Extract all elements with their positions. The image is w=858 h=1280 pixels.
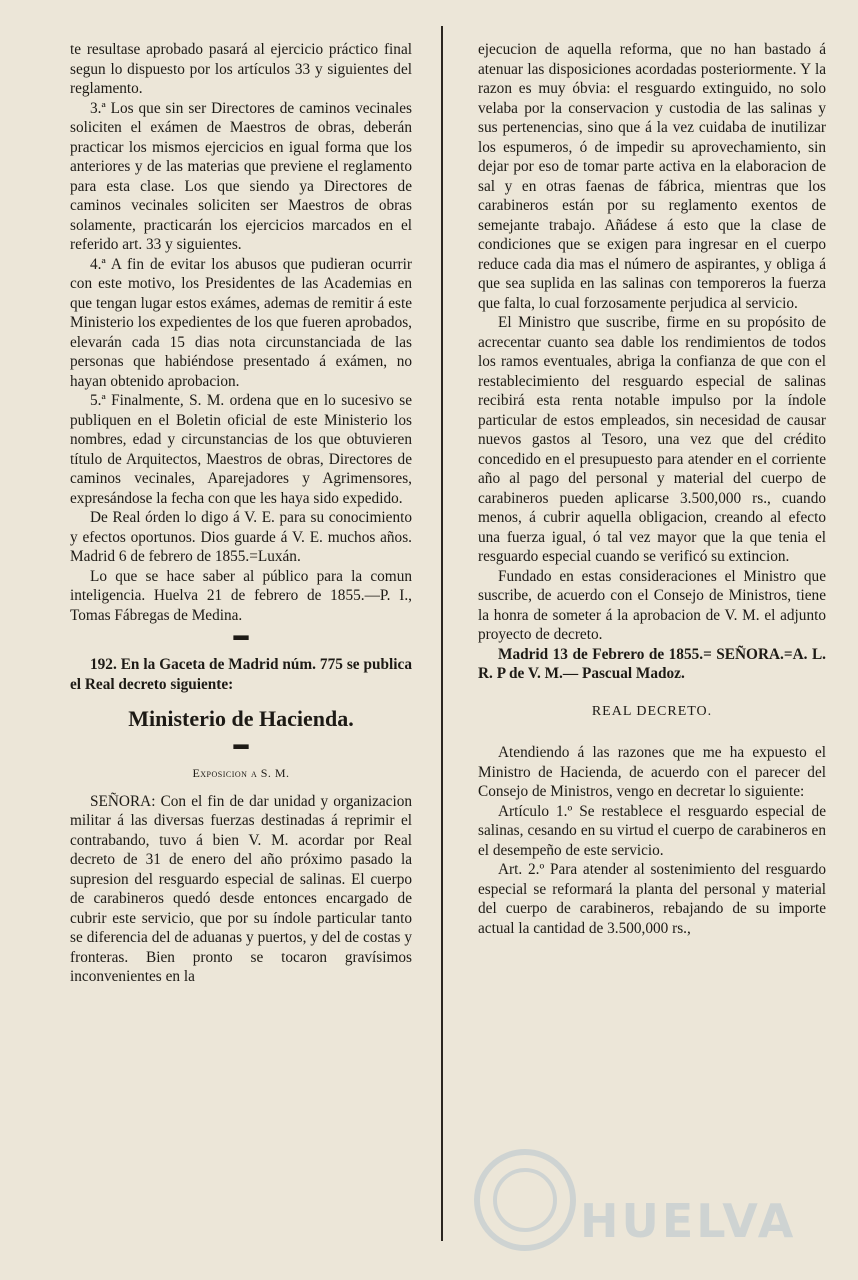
column-divider: [441, 26, 443, 1241]
exposition-heading: Exposicion a S. M.: [192, 766, 290, 780]
paragraph-article-1: Artículo 1.º Se restablece el resguardo especial de salinas, cesando en su virtud el cuerpo de carabineros en el desempeño de este servicio.: [478, 802, 826, 859]
left-column: [70, 40, 412, 987]
watermark-text: HUELVA: [580, 1194, 797, 1248]
paragraph-article-2: Art. 2.º Para atender al sostenimiento del resguardo especial se reformará la planta del personal y material del cuerpo de carabineros, rebajando de su importe actual la cantidad de 3.500,000 rs.,: [478, 861, 826, 937]
paragraph-signature: Madrid 13 de Febrero de 1855.= SEÑORA.=A. L. R. P de V. M.— Pascual Madoz.: [478, 645, 826, 682]
paragraph-continuation: te resultase aprobado pasará al ejercicio práctico final segun lo dispuesto por los artículos 33 y siguientes del reglamento.: [70, 41, 412, 97]
paragraph-rule-5: 5.ª Finalmente, S. M. ordena que en lo sucesivo se publiquen en el Boletin oficial de este Ministerio los nombres, edad y circunstancias de los que obtuvieren título de Arquitectos, Maestros de obras, Directores de caminos vecinales, Aparejadores y Agrimensores, expresándose la fecha con que les haya sido expedido.: [70, 392, 412, 507]
paragraph-exposition-continued: ejecucion de aquella reforma, que no han bastado á atenuar las disposiciones acordadas posteriormente. Y la razon es muy óbvia: el resguardo extinguido, no solo velaba por la conservacion y custodia de las salinas y sus pertenencias, sino que á la vez cuidaba de inutilizar los espumeros, ó de impedir su aprovechamiento, sin dejar por eso de tomar parte activa en la elaboracion de sal y en otras faenas de fábrica, mientras que los carabineros están por su reglamento exentos de semejante trabajo. Añádese á esto que la clase de condiciones que se exigen para ingresar en el cuerpo reduce cada dia mas el número de aspirantes, y obliga á que sea suplida en las salinas con temporeros la fuerza que falta, lo cual forzosamente perjudica al servicio.: [478, 41, 826, 312]
paragraph-public-notice: Lo que se hace saber al público para la comun inteligencia. Huelva 21 de febrero de 1855.—P. I., Tomas Fábregas de Medina.: [70, 567, 412, 624]
archive-watermark: [470, 1140, 800, 1260]
paragraph-rule-4: 4.ª A fin de evitar los abusos que pudieran ocurrir con este motivo, los Presidentes de las Academias en que tengan lugar estos exámes, ademas de remitir á este Ministerio los expedientes de los que fueren aprobados, elevarán cada 15 dias nota circunstanciada de las personas que habiéndose presentado á exámen, no hayan obtenido aprobacion.: [70, 255, 412, 390]
paragraph-royal-order: De Real órden lo digo á V. E. para su conocimiento y efectos oportunos. Dios guarde á V. E. muchos años. Madrid 6 de febrero de 1855.=Luxán.: [70, 509, 412, 565]
paragraph-rule-3: 3.ª Los que sin ser Directores de caminos vecinales soliciten el exámen de Maestros de obras, deberán practicar los mismos ejercicios en igual forma que los anteriores y de las materias que previene el reglamento para esta clase. Los que siendo ya Directores de caminos vecinales soliciten ser Maestros de obras solamente, practicarán los ejercicios marcados en el referido art. 33 y siguientes.: [70, 99, 412, 253]
seal-icon: [470, 1140, 580, 1260]
ministry-heading: Ministerio de Hacienda.: [128, 706, 354, 731]
right-column: [478, 40, 826, 938]
paragraph-minister-purpose: El Ministro que suscribe, firme en su propósito de acrecentar cuanto sea dable los rendimientos de todos los ramos eventuales, abriga la confianza de que con el restablecimiento del resguardo especial de salinas recibirá esta renta notable impulso por la índole particular de estos empleados, sin necesidad de causar nuevos gastos al Tesoro, una vez que del crédito concedido en el presupuesto para atender en el corriente año al pago del personal y material del cuerpo de carabineros pueden aplicarse 3.500,000 rs., cuando menos, á cubrir aquella obligacion, creando al efecto una fuerza igual, ó tal vez mayor que la que tenia el resguardo especial cuando se verificó su extincion.: [478, 314, 826, 565]
paragraph-gazette-notice: 192. En la Gaceta de Madrid núm. 775 se publica el Real decreto siguiente:: [70, 656, 412, 693]
heading-divider: ▬: [233, 736, 249, 753]
paragraph-council-agreement: Fundado en estas consideraciones el Ministro que suscribe, de acuerdo con el Consejo de Ministros, tiene la honra de someter á la aprobacion de V. M. el adjunto proyecto de decreto.: [478, 567, 826, 643]
section-divider: ▬: [233, 627, 249, 644]
royal-decree-heading: REAL DECRETO.: [591, 703, 713, 719]
paragraph-exposition-start: SEÑORA: Con el fin de dar unidad y organizacion militar á las diversas fuerzas destinadas á reprimir el contrabando, tuvo á bien V. M. acordar por Real decreto de 31 de enero del año próximo pasado la supresion del resguardo especial de salinas. El cuerpo de carabineros quedó desde entonces encargado de cubrir este servicio, que por su índole particular tanto se diferencia del de aduanas y puertos, y del de costas y fronteras. Bien pronto se tocaron gravísimos inconvenientes en la: [70, 792, 412, 985]
paragraph-decree-preamble: Atendiendo á las razones que me ha expuesto el Ministro de Hacienda, de acuerdo con el parecer del Consejo de Ministros, vengo en decretar lo siguiente:: [478, 744, 826, 800]
